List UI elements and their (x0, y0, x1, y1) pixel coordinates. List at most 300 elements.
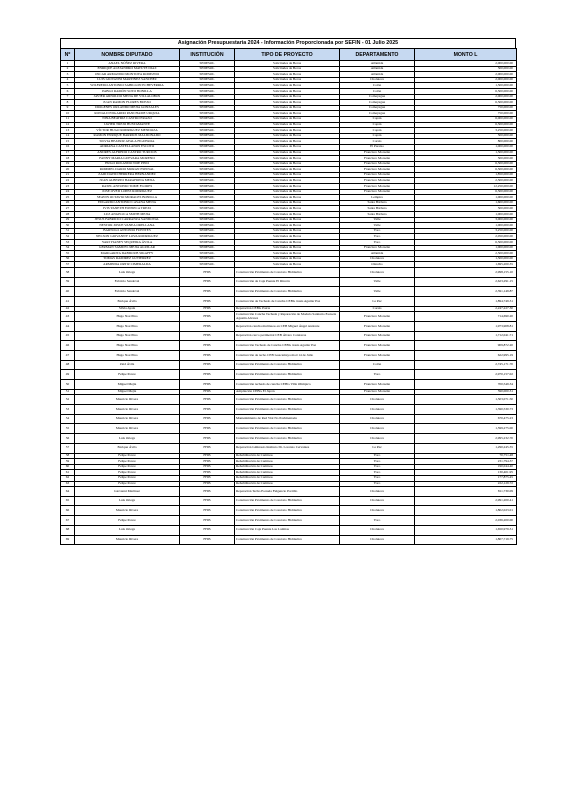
project-type: Solicitudes de Becas (235, 200, 340, 206)
institution: SEDESOL (180, 66, 235, 72)
amount: 500,000.00 (415, 156, 517, 162)
institution: SEDESOL (180, 212, 235, 218)
deputy-name: Enrique Ávila (75, 297, 180, 307)
amount: 750,000.00 (415, 111, 517, 117)
amount: 1,390,530.73 (415, 405, 517, 415)
amount: 6,000,000.00 (415, 116, 517, 122)
project-type: Solicitudes de Becas (235, 195, 340, 201)
row-number: 47 (61, 351, 75, 361)
institution: FHIS (180, 434, 235, 444)
amount: 2,745,171.70 (415, 360, 517, 370)
department: Choluteca (340, 535, 415, 545)
project-type: Construcción Pavimento de Concreto Hidráulico (235, 287, 340, 297)
project-type: Solicitudes de Becas (235, 133, 340, 139)
project-type: Construcción Pavimento de Concreto Hidráulico (235, 506, 340, 516)
institution: FHIS (180, 496, 235, 506)
project-type: Reparación Gimnasio Instituto Dr. Lorenzo Cervantes (235, 443, 340, 453)
department: Comayagua (340, 111, 415, 117)
project-type: Construcción Pavimento de Concreto Hidráulico (235, 267, 340, 277)
department: Colón (340, 83, 415, 89)
institution: FHIS (180, 395, 235, 405)
department: Francisco Morazán (340, 331, 415, 341)
amount: 700,549.34 (415, 380, 517, 390)
amount: 1,000,000.00 (415, 223, 517, 229)
institution: SEDESOL (180, 150, 235, 156)
amount: 6,500,000.00 (415, 161, 517, 167)
amount: 1,000,000.00 (415, 195, 517, 201)
amount: 1,650,979.31 (415, 525, 517, 535)
institution: SEDESOL (180, 88, 235, 94)
department: Copán (340, 133, 415, 139)
project-type: Ampliación CEBG El Japón (235, 389, 340, 395)
project-type: Construcción Pavimento de Concreto Hidráulico (235, 424, 340, 434)
deputy-name: Miguel Mejía (75, 380, 180, 390)
department: Francisco Morazán (340, 156, 415, 162)
deputy-name: Luis Ortega (75, 434, 180, 444)
department: Yoro (340, 464, 415, 470)
table-row (61, 535, 517, 545)
header-project-type: TIPO DE PROYECTO (235, 49, 340, 61)
deputy-name: PABLO RAMÓN SOTO BONILLA (75, 88, 180, 94)
deputy-name: Felipe Ponce (75, 464, 180, 470)
row-number: 25 (61, 195, 75, 201)
department: Francisco Morazán (340, 380, 415, 390)
institution: SEDESOL (180, 144, 235, 150)
department: Francisco Morazán (340, 178, 415, 184)
department: Olancho (340, 262, 415, 268)
table-row (61, 351, 517, 361)
amount: 2,391,149.87 (415, 287, 517, 297)
department: Cortés (340, 306, 415, 312)
row-number: 36 (61, 256, 75, 262)
project-type: Solicitudes de Becas (235, 116, 340, 122)
row-number: 1 (61, 61, 75, 67)
table-row (61, 331, 517, 341)
row-number: 21 (61, 172, 75, 178)
institution: FHIS (180, 267, 235, 277)
institution: FHIS (180, 487, 235, 497)
project-type: Solicitudes de Becas (235, 172, 340, 178)
project-type: Solicitudes de Becas (235, 245, 340, 251)
deputy-name: JAVIER ARNOLDO MEJIA DE VILLALOBOS (75, 94, 180, 100)
row-number: 30 (61, 223, 75, 229)
project-type: Solicitudes de Becas (235, 223, 340, 229)
deputy-name: JOSÉ OVED LÓPEZ RODRÍGUEZ (75, 189, 180, 195)
institution: FHIS (180, 277, 235, 287)
project-type: Mantenimiento de Red Vial No Pavimentada (235, 414, 340, 424)
project-type: Reparación cerco perimetral CEB Álvaro Contreras (235, 331, 340, 341)
institution: SEDESOL (180, 184, 235, 190)
project-type: Solicitudes de Becas (235, 256, 340, 262)
department: Lempira (340, 195, 415, 201)
row-number: 37 (61, 262, 75, 268)
amount: 500,000.00 (415, 206, 517, 212)
deputy-name: ROMMEL DARIO MORAN ESPINAL (75, 167, 180, 173)
project-type: Reparación CEBG Patria (235, 306, 340, 312)
amount: 2,623,291.15 (415, 277, 517, 287)
department: Comayagua (340, 105, 415, 111)
amount: 3,250,000.00 (415, 228, 517, 234)
project-type: Solicitudes de Becas (235, 61, 340, 67)
project-type: Construcción Pavimento de Concreto Hidráulico (235, 434, 340, 444)
institution: FHIS (180, 475, 235, 481)
table-row (61, 312, 517, 322)
department: Francisco Morazán (340, 351, 415, 361)
deputy-name: ZAID DAVID HERRERA HERNÁNDEZ (75, 172, 180, 178)
department: Atlántida (340, 61, 415, 67)
department: Cortés (340, 139, 415, 145)
deputy-name: Felipe Ponce (75, 459, 180, 465)
project-type: Reparación Techo Escuela Fulgencio Portillo (235, 487, 340, 497)
institution: FHIS (180, 464, 235, 470)
institution: SEDESOL (180, 100, 235, 106)
institution: SEDESOL (180, 77, 235, 83)
institution: SEDESOL (180, 234, 235, 240)
amount: 2,000,000.00 (415, 61, 517, 67)
deputy-name: SILVIA BEATRIZ AYALA FIGUEROA (75, 139, 180, 145)
row-number: 34 (61, 245, 75, 251)
table-row (61, 424, 517, 434)
amount: 2,998,155.10 (415, 267, 517, 277)
amount: 1,000,000.00 (415, 212, 517, 218)
amount: 2,050,000.00 (415, 234, 517, 240)
table-row (61, 516, 517, 526)
deputy-name: LUIS GIOVANNI MARTINEZ SÁNCHEZ (75, 77, 180, 83)
department: Francisco Morazán (340, 150, 415, 156)
deputy-name: Felipe Ponce (75, 516, 180, 526)
institution: FHIS (180, 506, 235, 516)
deputy-name: Felipe Ponce (75, 453, 180, 459)
institution: FHIS (180, 341, 235, 351)
department: La Paz (340, 443, 415, 453)
table-row (61, 322, 517, 332)
project-type: Construcción Techado de Cancha CEBG Jesús Aguilar Paz (235, 341, 340, 351)
institution: FHIS (180, 516, 235, 526)
department: Yoro (340, 470, 415, 476)
row-number: 69 (61, 535, 75, 545)
deputy-name: EDGARDO ANTONIO CASAÑA MEJIA (75, 200, 180, 206)
header-department: DEPARTAMENTO (340, 49, 415, 61)
amount: 231,794.37 (415, 459, 517, 465)
deputy-name: NINA BEATRIZ CASTRO ERAZO (75, 116, 180, 122)
institution: SEDESOL (180, 200, 235, 206)
amount: 1,000,000.00 (415, 245, 517, 251)
row-number: 2 (61, 66, 75, 72)
deputy-name: Mauricio Rivera (75, 395, 180, 405)
deputy-name: Hugo Noé Pino (75, 322, 180, 332)
department: La Paz (340, 297, 415, 307)
project-type: Construcción de Caja Puente El Rincón (235, 277, 340, 287)
deputy-name: Mauricio Rivera (75, 405, 180, 415)
institution: FHIS (180, 351, 235, 361)
row-number: 57 (61, 443, 75, 453)
amount: 2,500,000.00 (415, 251, 517, 257)
institution: FHIS (180, 459, 235, 465)
deputy-name: ANAEL NÚÑEZ RIVERA (75, 61, 180, 67)
amount: 500,000.00 (415, 133, 517, 139)
amount: 1,802,023.01 (415, 506, 517, 516)
table-body (61, 61, 517, 545)
row-number: 8 (61, 100, 75, 106)
row-number: 7 (61, 94, 75, 100)
department: Francisco Morazán (340, 389, 415, 395)
amount: 1,000,000.00 (415, 144, 517, 150)
deputy-name: YARI YIANEY SEQUEIRA ÁVILA (75, 240, 180, 246)
institution: SEDESOL (180, 262, 235, 268)
row-number: 29 (61, 217, 75, 223)
amount: 1,695,200.35 (415, 262, 517, 268)
department: Yoro (340, 234, 415, 240)
deputy-name: Mauricio Rivera (75, 535, 180, 545)
row-number: 19 (61, 161, 75, 167)
project-type: Construcción Pavimento de Concreto Hidráulico (235, 395, 340, 405)
institution: SEDESOL (180, 111, 235, 117)
project-type: Construcción Pavimento de Concreto Hidráulico (235, 535, 340, 545)
project-type: Reparación cancha multiusos en CEB Miguel Ángel Andonie (235, 322, 340, 332)
institution: SEDESOL (180, 245, 235, 251)
department: Choluteca (340, 487, 415, 497)
amount: 130,401.95 (415, 470, 517, 476)
project-type: Solicitudes de Becas (235, 94, 340, 100)
amount: 1,599,275.00 (415, 424, 517, 434)
deputy-name: VÍCTOR HUGO RODRIGUEZ MENDOZA (75, 128, 180, 134)
project-type: Solicitudes de Becas (235, 228, 340, 234)
department: Yoro (340, 481, 415, 487)
project-type: Rehabilitación de Caminos (235, 470, 340, 476)
project-type: Solicitudes de Becas (235, 212, 340, 218)
project-type: Solicitudes de Becas (235, 161, 340, 167)
row-number: 61 (61, 470, 75, 476)
department: Colón (340, 88, 415, 94)
department: Santa Bárbara (340, 200, 415, 206)
department: Yoro (340, 370, 415, 380)
department: Francisco Morazán (340, 172, 415, 178)
table-row (61, 434, 517, 444)
amount: 670,475.23 (415, 414, 517, 424)
institution: FHIS (180, 389, 235, 395)
deputy-name: JUAN ALBERTO BARAHONA MEJIA (75, 178, 180, 184)
row-number: 64 (61, 487, 75, 497)
department: Choluteca (340, 414, 415, 424)
project-type: Solicitudes de Becas (235, 66, 340, 72)
deputy-name: JAVIER TREJO BUSTAMANTE (75, 122, 180, 128)
deputy-name: SEAVIN OCTAVIO MORALES BONILLA (75, 195, 180, 201)
institution: SEDESOL (180, 240, 235, 246)
amount: 177,875.45 (415, 475, 517, 481)
institution: FHIS (180, 297, 235, 307)
deputy-name: Felipe Ponce (75, 475, 180, 481)
table-row (61, 297, 517, 307)
project-type: Rehabilitación de Caminos (235, 453, 340, 459)
row-number: 58 (61, 453, 75, 459)
amount: 190,044.40 (415, 464, 517, 470)
deputy-name: BARTOLO ANTONIO FUENTES (75, 228, 180, 234)
deputy-name: Miguel Mejía (75, 389, 180, 395)
project-type: Rehabilitación de Caminos (235, 481, 340, 487)
project-type: Solicitudes de Becas (235, 189, 340, 195)
institution: SEDESOL (180, 133, 235, 139)
amount: 800,000.00 (415, 139, 517, 145)
department: Choluteca (340, 395, 415, 405)
institution: FHIS (180, 380, 235, 390)
amount: 1,712,041.71 (415, 331, 517, 341)
document-sheet (60, 38, 516, 545)
document-title: Asignación Presupuestaria 2024 - Información Proporcionada por SEFIN - 01 Julio 2025 (60, 38, 516, 48)
department: Comayagua (340, 94, 415, 100)
row-number: 33 (61, 240, 75, 246)
department: Copán (340, 122, 415, 128)
amount: 1,290,245.35 (415, 443, 517, 453)
department: Yoro (340, 475, 415, 481)
amount: 1,894,749.31 (415, 297, 517, 307)
deputy-name: Felipe Ponce (75, 481, 180, 487)
deputy-name: Luis Ortega (75, 496, 180, 506)
row-number: 50 (61, 380, 75, 390)
project-type: Solicitudes de Becas (235, 144, 340, 150)
department: Choluteca (340, 267, 415, 277)
row-number: 12 (61, 122, 75, 128)
department: Yoro (340, 459, 415, 465)
project-type: Solicitudes de Becas (235, 184, 340, 190)
row-number: 39 (61, 277, 75, 287)
institution: FHIS (180, 481, 235, 487)
amount: 811,730.09 (415, 487, 517, 497)
row-number: 52 (61, 395, 75, 405)
project-type: Solicitudes de Becas (235, 88, 340, 94)
amount: 2,970,157.02 (415, 370, 517, 380)
amount: 500,000.00 (415, 66, 517, 72)
department: Yoro (340, 453, 415, 459)
project-type: Solicitudes de Becas (235, 240, 340, 246)
amount: 1,503,071.50 (415, 395, 517, 405)
deputy-name: Fabricio Sandoval (75, 287, 180, 297)
row-number: 23 (61, 184, 75, 190)
row-number: 65 (61, 496, 75, 506)
deputy-name: Hugo Noé Pino (75, 351, 180, 361)
row-number: 44 (61, 322, 75, 332)
deputy-name: ANDRES ALFREDO CASTRO TURCIOS (75, 150, 180, 156)
deputy-name: Mauricio Rivera (75, 506, 180, 516)
row-number: 13 (61, 128, 75, 134)
table-row (61, 267, 517, 277)
header-institution: INSTITUCIÓN (180, 49, 235, 61)
deputy-name: Hugo Noé Pino (75, 331, 180, 341)
row-number: 40 (61, 287, 75, 297)
department: Yoro (340, 228, 415, 234)
table-row (61, 370, 517, 380)
deputy-name: Hugo Noé Pino (75, 341, 180, 351)
project-type: Solicitudes de Becas (235, 72, 340, 78)
institution: SEDESOL (180, 128, 235, 134)
row-number: 15 (61, 139, 75, 145)
amount: 1,600,000.00 (415, 200, 517, 206)
institution: FHIS (180, 370, 235, 380)
deputy-name: Silvia Ayala (75, 306, 180, 312)
row-number: 43 (61, 312, 75, 322)
deputy-name: MARGARITA DABDOUB SIKAFFY (75, 251, 180, 257)
row-number: 49 (61, 370, 75, 380)
amount: 909,872.20 (415, 341, 517, 351)
institution: SEDESOL (180, 178, 235, 184)
institution: SEDESOL (180, 223, 235, 229)
department: Santa Bárbara (340, 212, 415, 218)
department: Atlántida (340, 251, 415, 257)
institution: FHIS (180, 306, 235, 312)
deputy-name: NELSON GIOVANNY LOVA RODRIGUEZ (75, 234, 180, 240)
project-type: Construcción Cancha Techada y Reparación de Modulo Sanitario Escuela Agustín Alvarez (235, 312, 340, 322)
department: Francisco Morazán (340, 341, 415, 351)
row-number: 20 (61, 167, 75, 173)
institution: FHIS (180, 424, 235, 434)
institution: SEDESOL (180, 116, 235, 122)
row-number: 32 (61, 234, 75, 240)
deputy-name: RONALD EDGARDO PANCHAME URQUIA (75, 111, 180, 117)
institution: FHIS (180, 470, 235, 476)
institution: FHIS (180, 443, 235, 453)
institution: SEDESOL (180, 251, 235, 257)
project-type: Solicitudes de Becas (235, 178, 340, 184)
row-number: 55 (61, 424, 75, 434)
deputy-name: Giovanni Martínez (75, 487, 180, 497)
institution: FHIS (180, 525, 235, 535)
department: Colón (340, 360, 415, 370)
amount: 6,500,000.00 (415, 100, 517, 106)
institution: SEDESOL (180, 161, 235, 167)
department: Choluteca (340, 525, 415, 535)
table-row (61, 395, 517, 405)
deputy-name: Mauricio Rivera (75, 414, 180, 424)
project-type: Construcción techado de cancha CEBG Villa Olímpica (235, 380, 340, 390)
institution: FHIS (180, 535, 235, 545)
department: Francisco Morazán (340, 312, 415, 322)
deputy-name: Luis Ortega (75, 525, 180, 535)
department: Comayagua (340, 100, 415, 106)
row-number: 56 (61, 434, 75, 444)
project-type: Solicitudes de Becas (235, 105, 340, 111)
table-row (61, 506, 517, 516)
project-type: Solicitudes de Becas (235, 150, 340, 156)
project-type: Construcción de techo CEB Guacamaya mod 14 de Julio (235, 351, 340, 361)
institution: FHIS (180, 331, 235, 341)
amount: 2,036,200.00 (415, 516, 517, 526)
row-number: 35 (61, 251, 75, 257)
row-number: 31 (61, 228, 75, 234)
department: Yoro (340, 516, 415, 526)
table-row (61, 487, 517, 497)
institution: SEDESOL (180, 83, 235, 89)
institution: SEDESOL (180, 228, 235, 234)
project-type: Solicitudes de Becas (235, 217, 340, 223)
department: Choluteca (340, 424, 415, 434)
row-number: 17 (61, 150, 75, 156)
table-row (61, 405, 517, 415)
deputy-name: RAMON ENRIQUE BARRIOS MALDONADO (75, 133, 180, 139)
amount: 1,807,719.75 (415, 535, 517, 545)
deputy-name: WILFREDO ANTONIO SABILLON ECHEVERRIA (75, 83, 180, 89)
project-type: Rehabilitación de Caminos (235, 464, 340, 470)
institution: SEDESOL (180, 172, 235, 178)
row-number: 63 (61, 481, 75, 487)
row-number: 18 (61, 156, 75, 162)
project-type: Construcción Pavimento de Concreto Hidráulico (235, 370, 340, 380)
table-row (61, 287, 517, 297)
department: Choluteca (340, 405, 415, 415)
amount: 750,000.00 (415, 105, 517, 111)
institution: SEDESOL (180, 72, 235, 78)
row-number: 26 (61, 200, 75, 206)
deputy-name: GERMAN SAMUEL MEJIA AGUILAR (75, 245, 180, 251)
row-number: 10 (61, 111, 75, 117)
